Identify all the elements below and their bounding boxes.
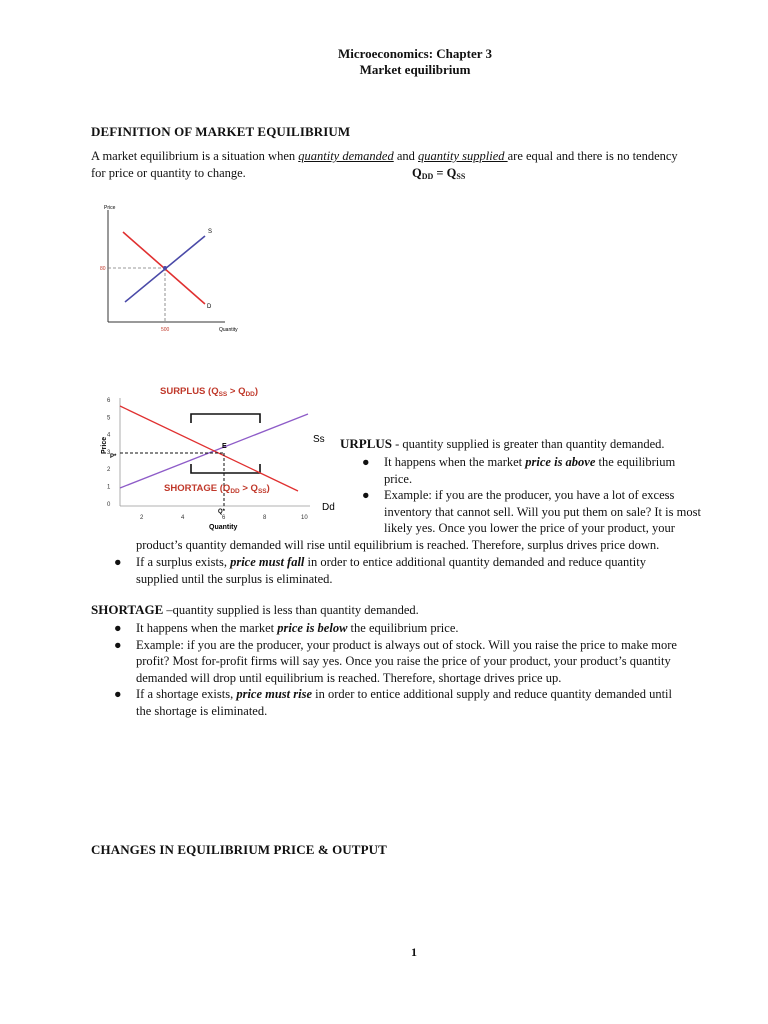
graph2-y-title: Price [101,436,108,454]
shortage-title: SHORTAGE $(Q_{DD} > Q_{SS})$ [164,483,270,495]
graph2-x-tick: 2 [140,515,144,521]
shortage-bullet-1: ● It happens when the market price is below the equilibrium price. [114,621,459,635]
surplus-bullet-3: ● If a surplus exists, price must fall in order to entice additional quantity demanded and reduce quantity supplied until the surplus is eliminated. [114,555,646,586]
surplus-shortage-graph [88,376,350,536]
graph1-equilibrium-point [163,266,167,270]
shortage-bullets [114,620,756,719]
p-star-label: P* [110,454,117,460]
title-line-1: Microeconomics: Chapter 3 [337,46,493,61]
graph2-demand-label: Dd [322,502,335,513]
graph1-x-label: Quantity [219,327,238,333]
graph2-x-title: Quantity [209,524,238,531]
changes-heading: CHANGES IN EQUILIBRIUM PRICE & OUTPUT [91,842,387,857]
title-line-2: Market equilibrium [359,62,471,77]
surplus-bullet-2: ● Example: if you are the producer, you have a lot of excess inventory that cannot sell. Will you put them on sale? It is most likely yes. Once you lower the price of your product, your [362,488,701,535]
surplus-heading-line: URPLUS - quantity supplied is greater than quantity demanded. [340,436,665,451]
graph2-x-tick: 10 [301,515,308,521]
equilibrium-formula: $Q_{DD} = Q_{SS}$ [412,165,466,181]
graph2-x-tick: 4 [181,515,185,521]
surplus-bullets-cont [114,554,756,587]
graph2-y-tick: 2 [107,467,111,474]
term-quantity-demanded: quantity demanded [298,149,394,163]
graph1-demand-label: D [207,304,212,310]
definition-heading: DEFINITION OF MARKET EQUILIBRIUM [91,124,351,139]
q-star-label: Q* [218,509,226,515]
equilibrium-graph [95,200,255,340]
surplus-bullet-2-continued: product’s quantity demanded will rise until equilibrium is reached. Therefore, surplus drives price down. [136,538,660,552]
definition-paragraph: A market equilibrium is a situation when quantity demanded and quantity supplied are equal and there is no tendency for price or quantity to change. $Q_{DD} = Q_{SS}$ [91,148,751,181]
graph2-y-tick: 3 [107,449,111,456]
graph2-y-tick: 6 [107,398,111,404]
equilibrium-label: E [222,443,227,450]
graph1-supply-label: S [208,229,213,235]
graph1-qty-tick: 500 [161,327,170,333]
page-number: 1 [411,945,417,959]
surplus-title: SURPLUS $(Q_{SS} > Q_{DD})$ [160,386,259,398]
surplus-heading: URPLUS [340,436,393,451]
graph2-y-tick: 1 [107,484,111,491]
graph2-y-tick: 4 [107,432,111,439]
graph2-y-tick: 0 [107,501,111,508]
surplus-bullet-1: ● It happens when the market price is above the equilibrium price. [362,455,676,486]
graph2-supply-label: Ss [313,434,325,445]
surplus-bullets [362,454,754,537]
graph2-x-tick: 6 [222,515,226,521]
shortage-heading: SHORTAGE [91,602,164,617]
graph1-y-label: Price [104,205,116,211]
graph2-x-tick: 8 [263,515,267,521]
page-title [0,46,768,78]
graph1-price-tick: 80 [100,266,106,272]
shortage-bullet-3: ● If a shortage exists, price must rise in order to entice additional supply and reduce quantity demanded until the shortage is eliminated. [114,687,672,718]
shortage-bullet-2: ● Example: if you are the producer, your product is always out of stock. Will you raise the price to make more profit? Most for-profit firms will say yes. Once you raise the price of your product, your product’s quantity demanded will drop until equilibrium is reached. Therefore, shortage drives price up. [114,637,677,685]
shortage-heading-line: SHORTAGE –quantity supplied is less than quantity demanded. [91,602,419,617]
term-quantity-supplied: quantity supplied [418,149,508,163]
graph2-y-tick: 5 [107,415,111,422]
